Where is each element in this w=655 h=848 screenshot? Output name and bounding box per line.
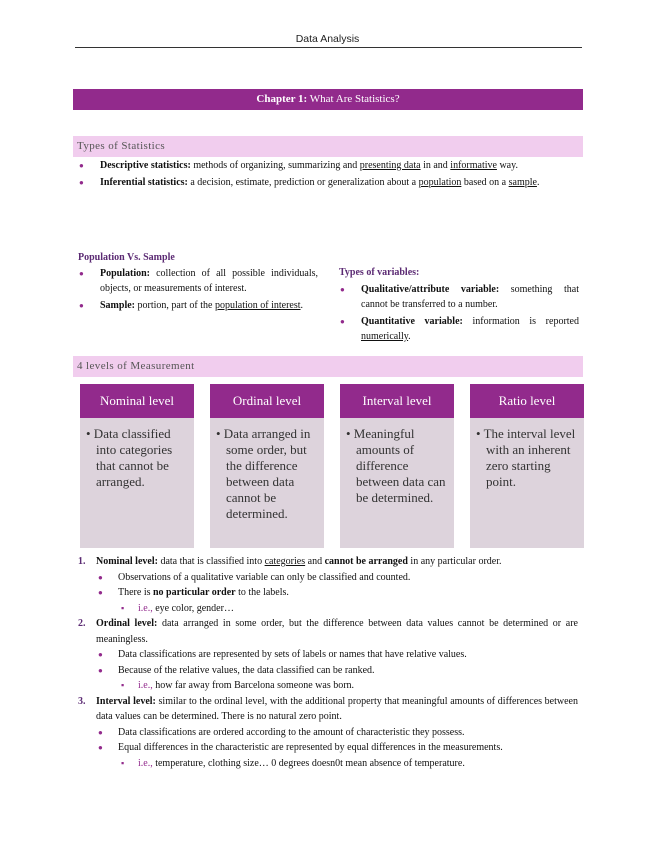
example-item xyxy=(96,601,578,617)
list-item-nominal xyxy=(76,554,578,616)
chapter-label: Chapter 1: xyxy=(256,93,308,105)
example-list xyxy=(96,678,578,694)
item-number: 1. xyxy=(78,556,86,567)
level-card-ordinal xyxy=(210,384,324,548)
text: eye color, gender… xyxy=(152,602,234,614)
list-item xyxy=(78,298,318,313)
text: . xyxy=(408,331,411,342)
text: data that is classified into xyxy=(157,556,265,567)
level-card-title: Ordinal level xyxy=(210,384,324,418)
list-item xyxy=(78,158,580,173)
level-card-text: • Data classified into categories that cannot be arranged. xyxy=(86,426,173,489)
underlined-text: informative xyxy=(450,160,497,171)
level-card-nominal xyxy=(80,384,194,548)
term: Population: xyxy=(100,268,151,279)
term: Nominal level: xyxy=(96,556,158,567)
term: Inferential statistics: xyxy=(100,177,188,188)
example-item xyxy=(96,756,578,772)
item-number: 3. xyxy=(78,695,86,707)
text: portion, part of the xyxy=(135,300,215,311)
list-item xyxy=(78,266,318,296)
text: collection of all possible individuals, objects, or measurements of interest. xyxy=(100,268,318,294)
level-card-title: Ratio level xyxy=(470,384,584,418)
underlined-text: sample xyxy=(508,177,537,188)
example-label: i.e., xyxy=(138,602,153,614)
level-card-ratio xyxy=(470,384,584,548)
term: Sample: xyxy=(100,300,135,311)
text: . xyxy=(300,300,304,311)
text: to the labels. xyxy=(235,587,289,598)
term: Ordinal level: xyxy=(96,618,158,629)
types-of-variables-heading: Types of variables: xyxy=(339,267,420,278)
text: temperature, clothing size… 0 degrees doesn0t mean absence of temperature. xyxy=(152,757,465,769)
types-of-statistics-list xyxy=(78,158,580,190)
text: There is xyxy=(118,587,153,598)
chapter-title-bar xyxy=(73,89,583,110)
level-card-text: • Meaningful amounts of difference between data can be determined. xyxy=(346,426,446,505)
underlined-text: categories xyxy=(264,556,306,567)
text: and xyxy=(305,556,325,567)
page-header: Data Analysis xyxy=(295,33,360,45)
population-sample-list xyxy=(78,266,318,313)
example-label: i.e., xyxy=(138,680,153,691)
list-item xyxy=(78,175,580,190)
text: information is reported xyxy=(462,316,579,327)
text: based on a xyxy=(461,177,509,188)
level-card-body xyxy=(210,418,324,548)
text: . xyxy=(536,177,540,188)
sub-list xyxy=(96,647,578,678)
term: Interval level: xyxy=(96,695,156,707)
chapter-title: What Are Statistics? xyxy=(309,93,400,105)
sub-list xyxy=(96,570,578,601)
text: methods of organizing, summarizing and xyxy=(190,160,360,171)
underlined-text: presenting data xyxy=(359,160,421,171)
sub-list-item: ● Observations of a qualitative variable can only be classified and counted. xyxy=(96,570,578,586)
types-of-variables-list xyxy=(339,282,579,344)
underlined-text: population xyxy=(418,177,462,188)
levels-list xyxy=(76,554,578,771)
example-list xyxy=(96,756,578,772)
header-rule xyxy=(75,47,582,48)
sub-list-item: ● Because of the relative values, the data classified can be ranked. xyxy=(96,663,578,679)
term: Quantitative variable: xyxy=(361,316,463,327)
underlined-text: numerically xyxy=(361,331,409,342)
level-card-text: • Data arranged in some order, but the difference between data cannot be determined. xyxy=(216,426,311,521)
level-card-body xyxy=(470,418,584,548)
text: something that cannot be transferred to a number. xyxy=(361,284,579,310)
population-vs-sample-heading: Population Vs. Sample xyxy=(78,252,175,263)
text: way. xyxy=(496,160,518,171)
types-of-statistics-heading: Types of Statistics xyxy=(73,136,583,157)
example-label: i.e., xyxy=(138,757,153,769)
level-card-body xyxy=(80,418,194,548)
list-item xyxy=(339,314,579,344)
text: in any particular order. xyxy=(407,556,502,567)
bold-text: no particular order xyxy=(153,587,236,598)
text: a decision, estimate, prediction or generalization about a xyxy=(187,177,419,188)
sub-list-item: ● Data classifications are ordered according to the amount of characteristic they possess. xyxy=(96,725,578,741)
level-card-body xyxy=(340,418,454,548)
example-item xyxy=(96,678,578,694)
term: Descriptive statistics: xyxy=(100,160,191,171)
term: Qualitative/attribute variable: xyxy=(361,284,500,295)
item-number: 2. xyxy=(78,618,86,629)
level-card-interval xyxy=(340,384,454,548)
levels-diagram xyxy=(80,384,584,548)
sub-list-item: ● Data classifications are represented by sets of labels or names that have relative values. xyxy=(96,647,578,663)
level-card-title: Nominal level xyxy=(80,384,194,418)
text: similar to the ordinal level, with the additional property that meaningful amounts of differences between data values can be determined. There is no natural zero point. xyxy=(96,695,578,722)
text: in and xyxy=(420,160,451,171)
level-card-text: • The interval level with an inherent zero starting point. xyxy=(476,426,576,489)
levels-of-measurement-heading: 4 levels of Measurement xyxy=(73,356,583,377)
sub-list xyxy=(96,725,578,756)
level-card-title: Interval level xyxy=(340,384,454,418)
sub-list-item xyxy=(96,585,578,601)
underlined-text: population of interest xyxy=(214,300,301,311)
list-item-ordinal xyxy=(76,616,578,694)
sub-list-item: ● Equal differences in the characteristic are represented by equal differences in the measurements. xyxy=(96,740,578,756)
example-list xyxy=(96,601,578,617)
list-item-interval xyxy=(76,694,578,772)
list-item xyxy=(339,282,579,312)
text: how far away from Barcelona someone was born. xyxy=(152,680,355,691)
text: data arranged in some order, but the difference between data values cannot be determined or are meaningless. xyxy=(96,618,578,645)
bold-text: cannot be arranged xyxy=(324,556,408,567)
